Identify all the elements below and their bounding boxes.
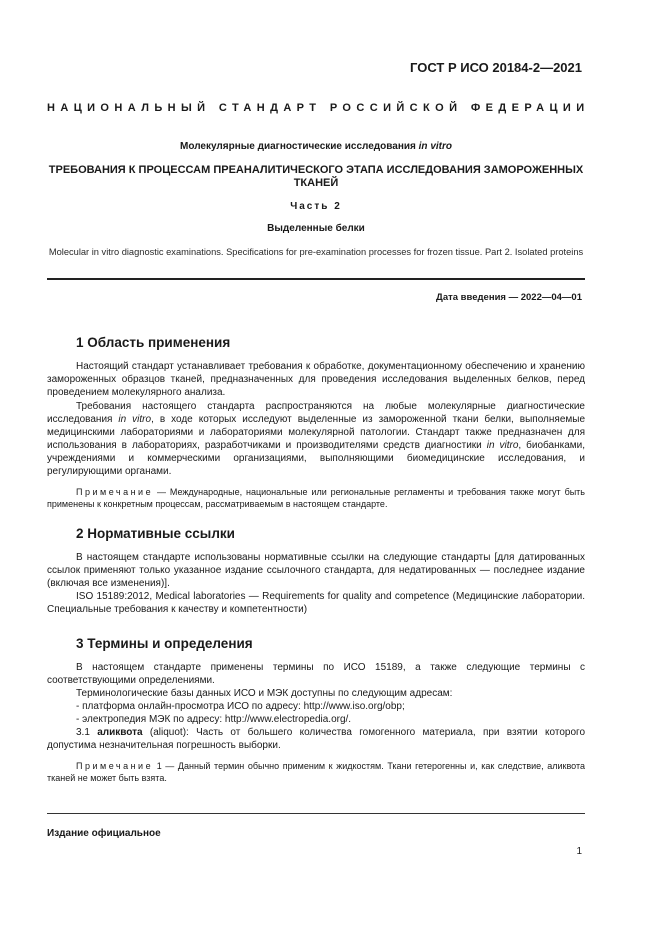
note-label: Примечание [76, 761, 154, 771]
title-part-name: Выделенные белки [267, 223, 365, 234]
term-definition: (aliquot): Часть от большего количества гомогенного материала, при взятии которого допустима незначительная погрешность выборки. [47, 727, 585, 751]
official-edition-label: Издание официальное [47, 828, 161, 839]
title-english: Molecular in vitro diagnostic examinations. Specifications for pre-examination processes for frozen tissue. Part 2. Isolated proteins [48, 247, 584, 257]
title-divider [47, 278, 585, 280]
s1p2-text-b: , в ходе которых исследуют выделенные из замороженной ткани белки, выполняемые медицинскими лабораториями и лабораториями молекулярной патологии. Стандарт также предназначен для использования в лабораториях, разработчиками и производителями средств диагностики [47, 414, 585, 451]
footer-divider [47, 813, 585, 814]
page-number: 1 [576, 846, 582, 857]
s1p2-text-c: , биобанками, учреждениями и коммерческими организациями, выполняющими биомедицинские исследования, и регулирующими органами. [47, 440, 585, 477]
section-3-paragraph-1: В настоящем стандарте применены термины по ИСО 15189, а также следующие термины с соответствующими определениями. [47, 662, 585, 686]
section-1-paragraph-2 [47, 400, 585, 478]
title-part: Часть 2 [290, 201, 342, 212]
section-3-list-item-2: - электропедия МЭК по адресу: http://www.electropedia.org/. [76, 714, 352, 725]
section-2-paragraph-2: ISO 15189:2012, Medical laboratories — Requirements for quality and competence (Медицинские лаборатории. Специальные требования к качеству и компетентности) [47, 591, 585, 615]
section-2-paragraph-1: В настоящем стандарте использованы нормативные ссылки на следующие стандарты [для датированных ссылок применяют только указанное издание ссылочного стандарта, для недатированных — последнее издание (включая все изменения)]. [47, 552, 585, 589]
section-3-paragraph-2: Терминологические базы данных ИСО и МЭК доступны по следующим адресам: [76, 688, 453, 699]
s1p2-italic-1: in vitro [118, 414, 152, 425]
note-text: — Международные, национальные или региональные регламенты и требования также могут быть применены к конкретным процессам, рассматриваемым в настоящем стандарте. [47, 487, 585, 509]
note-text: 1 — Данный термин обычно применим к жидкостям. Ткани гетерогенны и, как следствие, аликвота тканей не может быть взята. [47, 761, 585, 783]
term-name: аликвота [97, 727, 143, 738]
term-3-1 [47, 726, 585, 752]
section-1-paragraph-1: Настоящий стандарт устанавливает требования к обработке, документационному обеспечению и хранению замороженных образцов тканей, предназначенных для проведения исследования выделенных белков, перед проведением молекулярного анализа. [47, 361, 585, 398]
s1p2-text-a: Требования настоящего стандарта распространяются на любые молекулярные диагностические исследования [47, 401, 585, 425]
section-3-note [47, 760, 585, 784]
section-2-heading: 2 Нормативные ссылки [76, 526, 235, 541]
document-id: ГОСТ Р ИСО 20184-2—2021 [410, 60, 582, 75]
note-label: Примечание [76, 487, 154, 497]
national-standard-banner: НАЦИОНАЛЬНЫЙ СТАНДАРТ РОССИЙСКОЙ ФЕДЕРАЦИИ [47, 102, 590, 114]
section-3-heading: 3 Термины и определения [76, 636, 253, 651]
introduction-date: Дата введения — 2022—04—01 [436, 292, 582, 303]
title-subtitle [47, 141, 585, 152]
subtitle-italic: in vitro [418, 141, 452, 152]
section-1-heading: 1 Область применения [76, 335, 231, 350]
section-1-note [47, 486, 585, 510]
subtitle-text: Молекулярные диагностические исследования [180, 141, 419, 152]
s1p2-italic-2: in vitro [486, 440, 519, 451]
title-main: ТРЕБОВАНИЯ К ПРОЦЕССАМ ПРЕАНАЛИТИЧЕСКОГО ЭТАПА ИССЛЕДОВАНИЯ ЗАМОРОЖЕННЫХ ТКАНЕЙ [48, 164, 584, 189]
section-3-list-item-1: - платформа онлайн-просмотра ИСО по адресу: http://www.iso.org/obp; [76, 701, 405, 712]
term-number: 3.1 [76, 727, 98, 738]
